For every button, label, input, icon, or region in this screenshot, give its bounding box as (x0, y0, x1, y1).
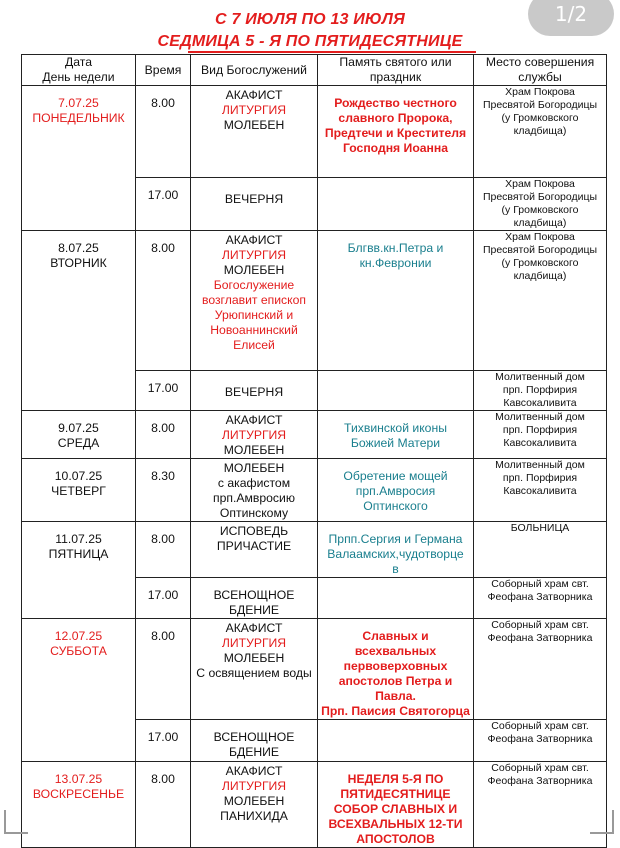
schedule-title: С 7 ИЮЛЯ ПО 13 ИЮЛЯ (215, 11, 405, 28)
place-cell (474, 86, 607, 178)
service-line: МОЛЕБЕН (223, 263, 285, 277)
date-cell (22, 86, 136, 231)
service-cell (191, 178, 318, 231)
place-line: Пресвятой Богородицы (482, 244, 598, 256)
service-line: МОЛЕБЕН (223, 651, 285, 665)
service-line: АКАФИСТ (225, 621, 283, 635)
memory-cell (318, 459, 474, 522)
place-line: Феофана Затворника (487, 733, 593, 745)
schedule-row (22, 231, 607, 371)
memory-line: Обретение мощей (343, 469, 448, 483)
title-underline (188, 51, 476, 53)
place-cell (474, 178, 607, 231)
date-value: 9.07.25 (58, 421, 99, 435)
place-line: (у Громковского (501, 257, 579, 269)
header-place-line2: службы (518, 70, 562, 84)
memory-line: славного Пророка, (338, 111, 453, 125)
service-line: ЛИТУРГИЯ (221, 428, 287, 442)
place-cell (474, 762, 607, 848)
schedule-table (21, 54, 607, 848)
memory-line: Оптинского (363, 499, 428, 513)
service-cell (191, 86, 318, 178)
date-value: 8.07.25 (58, 241, 99, 255)
place-line: Феофана Затворника (487, 775, 593, 787)
place-line: Молитвенный дом (495, 411, 585, 423)
header-place-line1: Место совершения (485, 55, 595, 69)
service-line: ЛИТУРГИЯ (221, 248, 287, 262)
time-cell: 8.00 (136, 86, 191, 178)
place-line: Храм Покрова (505, 178, 575, 190)
place-line: Соборный храм свт. (491, 619, 589, 631)
weekday-value: ВОСКРЕСЕНЬЕ (32, 787, 125, 801)
service-line: ПАНИХИДА (220, 809, 288, 823)
header-memory-line1: Память святого или (339, 55, 452, 69)
memory-cell (318, 411, 474, 459)
service-line: АКАФИСТ (225, 233, 283, 247)
service-cell (191, 619, 318, 720)
place-line: Кавсокаливита (503, 437, 577, 449)
place-line: Кавсокаливита (503, 485, 577, 497)
memory-cell (318, 522, 474, 578)
memory-line: первоверховных (343, 659, 448, 673)
memory-cell (318, 178, 474, 231)
service-cell (191, 371, 318, 411)
date-cell (22, 411, 136, 459)
schedule-body (22, 86, 607, 848)
time-cell: 17.00 (136, 720, 191, 762)
service-cell (191, 762, 318, 848)
service-line: АКАФИСТ (225, 413, 283, 427)
date-value: 13.07.25 (54, 772, 103, 786)
date-value: 10.07.25 (54, 469, 103, 483)
place-line: БОЛЬНИЦА (510, 522, 570, 534)
schedule-row (22, 619, 607, 720)
memory-cell (318, 231, 474, 371)
memory-cell (318, 619, 474, 720)
place-line: Молитвенный дом (495, 371, 585, 383)
time-cell: 8.00 (136, 619, 191, 720)
memory-line: Блгвв.кн.Петра и (347, 241, 444, 255)
service-line: МОЛЕБЕН (223, 443, 285, 457)
service-line: МОЛЕБЕН (223, 461, 285, 475)
time-cell: 17.00 (136, 371, 191, 411)
memory-line: прп.Амвросия (355, 484, 436, 498)
header-date-line1: Дата (65, 55, 92, 69)
date-cell (22, 762, 136, 848)
memory-line: Рождество честного (334, 96, 457, 110)
service-line: БДЕНИЕ (228, 603, 280, 617)
schedule-subtitle: СЕДМИЦА 5 - Я ПО ПЯТИДЕСЯТНИЦЕ (157, 33, 463, 50)
place-line: Феофана Затворника (487, 591, 593, 603)
memory-line: кн.Февронии (359, 256, 432, 270)
service-cell (191, 578, 318, 619)
memory-line: всехвальных (354, 644, 437, 658)
date-cell (22, 619, 136, 762)
weekday-value: ПОНЕДЕЛЬНИК (32, 111, 125, 125)
service-line: ВЕЧЕРНЯ (224, 192, 284, 206)
service-cell (191, 231, 318, 371)
memory-line: Павла. (375, 689, 416, 703)
memory-cell (318, 86, 474, 178)
place-line: прп. Порфирия (502, 424, 578, 436)
memory-line: Тихвинской иконы (344, 421, 447, 435)
place-line: кладбища) (513, 125, 567, 137)
schedule-row (22, 411, 607, 459)
service-line: ВЕЧЕРНЯ (224, 385, 284, 399)
place-line: Феофана Затворника (487, 632, 593, 644)
memory-line: Божией Матери (350, 436, 441, 450)
place-line: Пресвятой Богородицы (482, 99, 598, 111)
place-line: Храм Покрова (505, 231, 575, 243)
header-date-line2: День недели (42, 70, 115, 84)
place-line: кладбища) (513, 217, 567, 229)
header-place (474, 55, 607, 86)
service-cell (191, 522, 318, 578)
header-row (22, 55, 607, 86)
date-value: 7.07.25 (58, 96, 99, 110)
header-date (22, 55, 136, 86)
time-cell: 8.30 (136, 459, 191, 522)
service-line: БДЕНИЕ (228, 745, 280, 759)
header-memory-line2: праздник (369, 70, 422, 84)
place-line: (у Громковского (501, 112, 579, 124)
memory-line: ВСЕХВАЛЬНЫХ 12-ТИ (328, 817, 463, 831)
place-cell (474, 411, 607, 459)
memory-cell (318, 720, 474, 762)
schedule-row (22, 459, 607, 522)
place-line: прп. Порфирия (502, 472, 578, 484)
place-line: Кавсокаливита (503, 397, 577, 409)
service-line: Новоаннинский (210, 323, 298, 337)
memory-line: Валаамских,чудотворце (327, 547, 464, 561)
memory-line: СОБОР СЛАВНЫХ И (333, 802, 458, 816)
place-line: Пресвятой Богородицы (482, 191, 598, 203)
service-cell (191, 720, 318, 762)
memory-line: Господня Иоанна (342, 141, 449, 155)
time-cell: 8.00 (136, 231, 191, 371)
memory-line: в (392, 562, 399, 576)
memory-line: Славных и (362, 629, 429, 643)
schedule-row (22, 762, 607, 848)
place-cell (474, 371, 607, 411)
place-line: прп. Порфирия (502, 384, 578, 396)
header-service: Вид Богослужений (191, 55, 318, 86)
service-line: Богослужение (213, 278, 295, 292)
place-cell (474, 231, 607, 371)
time-cell: 8.00 (136, 522, 191, 578)
date-cell (22, 459, 136, 522)
memory-line: Прпп.Сергия и Германа (328, 532, 463, 546)
memory-line: апостолов Петра и (338, 674, 453, 688)
service-line: С освящением воды (196, 666, 312, 680)
service-line: возглавит епископ (201, 293, 306, 307)
memory-cell (318, 762, 474, 848)
place-line: Молитвенный дом (495, 459, 585, 471)
memory-line: АПОСТОЛОВ (356, 832, 435, 846)
page-indicator: 1/2 (528, 0, 614, 36)
service-line: прп.Амвросию (213, 491, 295, 505)
place-cell (474, 720, 607, 762)
place-cell (474, 578, 607, 619)
service-line: ЛИТУРГИЯ (221, 103, 287, 117)
service-line: Урюпинский и (214, 308, 294, 322)
place-line: Храм Покрова (505, 86, 575, 98)
memory-cell (318, 578, 474, 619)
service-line: МОЛЕБЕН (223, 118, 285, 132)
weekday-value: ЧЕТВЕРГ (51, 484, 106, 498)
crop-corner-right (590, 810, 614, 834)
date-cell (22, 231, 136, 411)
place-cell (474, 459, 607, 522)
memory-line: НЕДЕЛЯ 5-Я ПО (347, 772, 444, 786)
header-memory (318, 55, 474, 86)
place-line: (у Громковского (501, 204, 579, 216)
service-line: ИСПОВЕДЬ (219, 524, 289, 538)
place-line: Соборный храм свт. (491, 762, 589, 774)
memory-line: Предтечи и Крестителя (324, 126, 467, 140)
weekday-value: СУББОТА (50, 644, 107, 658)
service-line: ПРИЧАСТИЕ (216, 539, 292, 553)
time-cell: 17.00 (136, 578, 191, 619)
date-value: 11.07.25 (55, 532, 102, 546)
time-cell: 8.00 (136, 762, 191, 848)
memory-line: Прп. Паисия Святогорца (321, 704, 470, 718)
service-line: Елисей (233, 338, 275, 352)
service-line: ВСЕНОЩНОЕ (213, 588, 295, 602)
weekday-value: СРЕДА (57, 436, 100, 450)
service-line: МОЛЕБЕН (223, 794, 285, 808)
place-line: кладбища) (513, 270, 567, 282)
place-cell (474, 522, 607, 578)
memory-line: ПЯТИДЕСЯТНИЦЕ (340, 787, 451, 801)
weekday-value: ПЯТНИЦА (48, 547, 109, 561)
service-line: Оптинскому (219, 506, 289, 520)
service-cell (191, 411, 318, 459)
memory-cell (318, 371, 474, 411)
service-line: ЛИТУРГИЯ (221, 636, 287, 650)
service-line: ЛИТУРГИЯ (221, 779, 287, 793)
schedule-row (22, 522, 607, 578)
date-value: 12.07.25 (54, 629, 103, 643)
service-line: с акафистом (217, 476, 291, 490)
crop-corner-left (4, 810, 28, 834)
date-cell (22, 522, 136, 619)
service-line: ВСЕНОЩНОЕ (213, 730, 295, 744)
service-line: АКАФИСТ (225, 764, 283, 778)
service-line: АКАФИСТ (225, 88, 283, 102)
place-line: Соборный храм свт. (491, 578, 589, 590)
service-cell (191, 459, 318, 522)
schedule-row (22, 86, 607, 178)
weekday-value: ВТОРНИК (50, 256, 107, 270)
header-time: Время (136, 55, 191, 86)
time-cell: 8.00 (136, 411, 191, 459)
place-line: Соборный храм свт. (491, 720, 589, 732)
place-cell (474, 619, 607, 720)
time-cell: 17.00 (136, 178, 191, 231)
